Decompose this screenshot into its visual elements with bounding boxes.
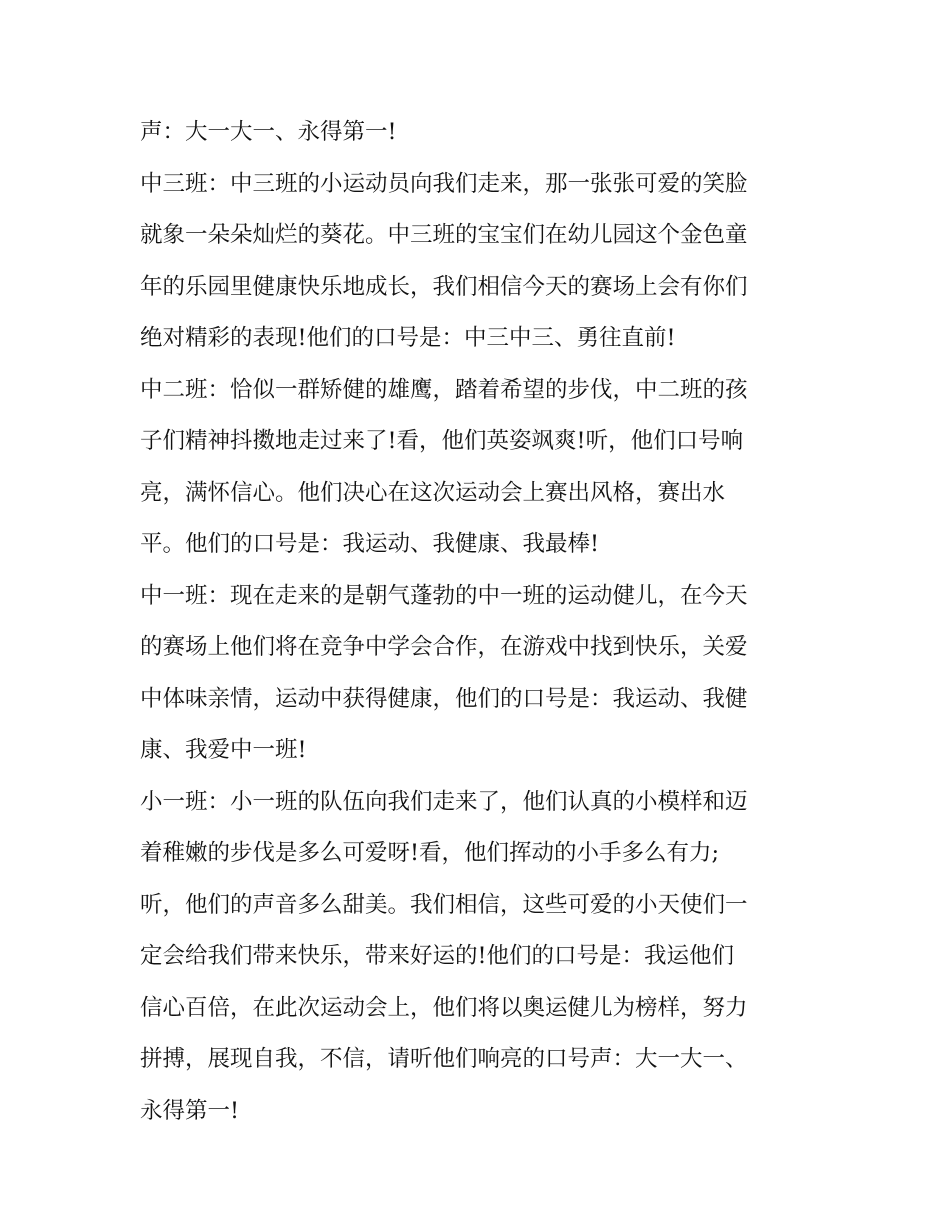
text-line: 康、我爱中一班!	[140, 737, 307, 763]
document-body	[140, 107, 830, 1137]
text-line: 中三班：中三班的小运动员向我们走来，那一张张可爱的笑脸	[140, 170, 748, 197]
text-line: 永得第一!	[140, 1097, 240, 1124]
text-line: 中二班：恰似一群矫健的雄鹰，踏着希望的步伐，中二班的孩	[140, 376, 748, 403]
text-line: 亮，满怀信心。他们决心在这次运动会上赛出风格，赛出水	[140, 479, 726, 506]
text-line: 的赛场上他们将在竞争中学会合作，在游戏中找到快乐，关爱	[140, 634, 748, 660]
text-line: 声：大一大一、永得第一!	[140, 119, 397, 145]
text-line: 平。他们的口号是：我运动、我健康、我最棒!	[140, 531, 600, 557]
text-line: 年的乐园里健康快乐地成长，我们相信今天的赛场上会有你们	[140, 273, 748, 300]
text-line: 子们精神抖擞地走过来了!看，他们英姿飒爽!听，他们口号响	[140, 428, 744, 454]
text-line: 拼搏，展现自我，不信，请听他们响亮的口号声：大一大一、	[140, 1046, 748, 1072]
text-line: 绝对精彩的表现!他们的口号是：中三中三、勇往直前!	[140, 325, 676, 351]
text-line: 定会给我们带来快乐，带来好运的!他们的口号是：我运他们	[140, 943, 735, 969]
text-line: 就象一朵朵灿烂的葵花。中三班的宝宝们在幼儿园这个金色童	[140, 222, 748, 248]
text-line: 着稚嫩的步伐是多么可爱呀!看，他们挥动的小手多么有力;	[140, 840, 720, 866]
text-line: 中体味亲情，运动中获得健康，他们的口号是：我运动、我健	[140, 685, 748, 712]
text-line: 小一班：小一班的队伍向我们走来了，他们认真的小模样和迈	[140, 788, 748, 815]
text-line: 听，他们的声音多么甜美。我们相信，这些可爱的小天使们一	[140, 891, 748, 918]
text-line: 信心百倍，在此次运动会上，他们将以奥运健儿为榜样，努力	[140, 994, 748, 1021]
text-line: 中一班：现在走来的是朝气蓬勃的中一班的运动健儿，在今天	[140, 582, 748, 609]
